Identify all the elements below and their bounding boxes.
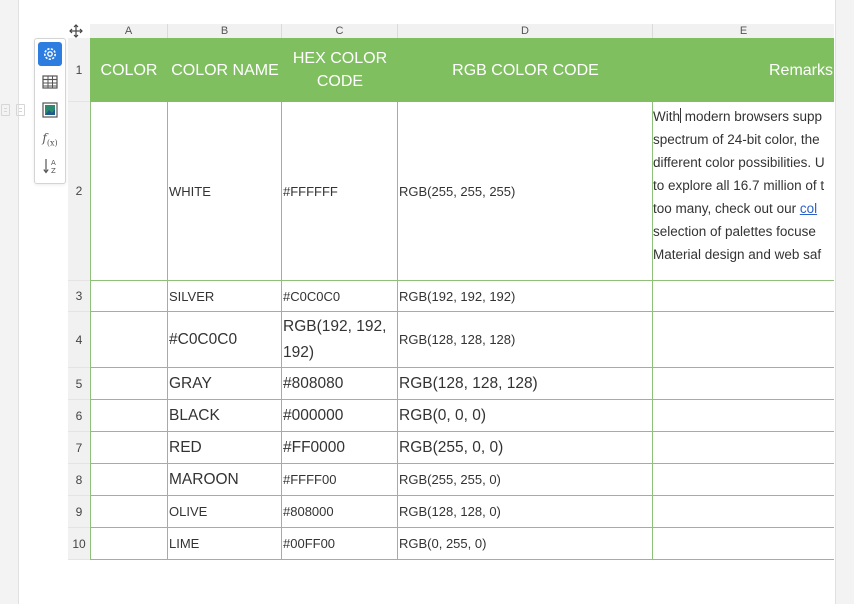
cell-text-line: 192): [283, 343, 315, 361]
cell-color-name[interactable]: SILVER: [169, 288, 215, 304]
grid-line: [90, 102, 91, 560]
image-icon: [42, 102, 58, 118]
scrollbar-track[interactable]: [836, 0, 854, 604]
cell-hex-code[interactable]: #FFFF00: [283, 472, 337, 487]
cell-hex-code[interactable]: #000000: [283, 406, 344, 424]
cell-rgb-code[interactable]: RGB(128, 128, 0): [399, 504, 501, 519]
sort-icon: [42, 157, 58, 175]
table-move-handle[interactable]: [68, 23, 84, 39]
row-header[interactable]: 2: [68, 102, 90, 281]
cell-rgb-code[interactable]: RGB(128, 128, 128): [399, 332, 516, 347]
remarks-line: spectrum of 24-bit color, the: [653, 132, 820, 147]
row-header[interactable]: 4: [68, 312, 90, 368]
move-icon: [69, 24, 83, 38]
cell-rgb-code[interactable]: RGB(192, 192, 192): [399, 288, 516, 304]
cell-hex-code[interactable]: #00FF00: [283, 536, 336, 551]
column-header-b[interactable]: B: [168, 24, 282, 38]
remarks-fragment: too many, check out our: [653, 201, 800, 216]
cell-remarks-text[interactable]: [653, 105, 834, 266]
grid-line: [90, 559, 834, 560]
row-header[interactable]: 7: [68, 432, 90, 464]
cell-color-name[interactable]: WHITE: [169, 183, 211, 199]
cell-hex-code[interactable]: #FF0000: [283, 438, 346, 456]
column-header-e[interactable]: E: [653, 24, 834, 38]
sort-button[interactable]: [38, 154, 62, 178]
cell-rgb-code[interactable]: RGB(255, 0, 0): [399, 438, 504, 456]
cell-rgb-code[interactable]: RGB(255, 255, 0): [399, 472, 501, 487]
cell-color-name[interactable]: MAROON: [169, 470, 239, 488]
cell-rgb-code[interactable]: RGB(0, 0, 0): [399, 406, 486, 424]
column-header-d[interactable]: D: [398, 24, 653, 38]
cell-color-name[interactable]: OLIVE: [169, 504, 208, 519]
cell-color-name[interactable]: BLACK: [169, 406, 220, 424]
remarks-line: [653, 197, 834, 220]
remarks-line: Material design and web saf: [653, 247, 822, 262]
formula-button[interactable]: [38, 127, 62, 151]
column-header-c[interactable]: C: [282, 24, 398, 38]
remarks-fragment: With: [653, 109, 680, 124]
cell-text-line: RGB(192, 192,: [283, 317, 387, 335]
row-header[interactable]: 1: [68, 38, 90, 102]
column-header-a[interactable]: A: [90, 24, 168, 38]
row-header[interactable]: 9: [68, 496, 90, 528]
row-header[interactable]: 5: [68, 368, 90, 400]
faint-doc-icon: [1, 104, 10, 116]
table-icon: [42, 75, 58, 89]
remarks-line: selection of palettes focuse: [653, 224, 816, 239]
row-header[interactable]: 3: [68, 281, 90, 312]
header-hex-line: CODE: [316, 73, 364, 90]
row-header[interactable]: 10: [68, 528, 90, 560]
header-cell-color-name[interactable]: COLOR NAME: [171, 61, 279, 79]
faint-doc-icon: [16, 104, 25, 116]
row-header[interactable]: 6: [68, 400, 90, 432]
function-icon: $f_{(x)}$: [42, 130, 58, 148]
table-settings-button[interactable]: [38, 42, 62, 66]
cell-rgb-code[interactable]: RGB(128, 128, 128): [399, 374, 538, 392]
remarks-line: [653, 105, 834, 128]
table-toolbar: [34, 38, 66, 184]
remarks-fragment: modern browsers supp: [681, 109, 823, 124]
remarks-line: to explore all 16.7 million of t: [653, 178, 825, 193]
cell-rgb-code[interactable]: RGB(0, 255, 0): [399, 536, 487, 551]
color-palettes-link[interactable]: col: [799, 201, 818, 216]
header-cell-hex-code[interactable]: [282, 38, 398, 102]
header-cell-remarks[interactable]: Remarks: [768, 61, 833, 79]
remarks-line: different color possibilities. U: [653, 155, 825, 170]
row-header[interactable]: 8: [68, 464, 90, 496]
svg-text:A: A: [51, 159, 56, 167]
header-cell-color[interactable]: COLOR: [100, 61, 158, 79]
gear-icon: [42, 46, 58, 62]
cell-rgb-code[interactable]: RGB(255, 255, 255): [399, 183, 516, 199]
svg-text:Z: Z: [51, 167, 56, 175]
cell-background-button[interactable]: [38, 98, 62, 122]
cell-color-name[interactable]: LIME: [169, 536, 200, 551]
header-hex-line: HEX COLOR: [292, 50, 388, 67]
cell-hex-code[interactable]: #C0C0C0: [283, 288, 341, 304]
cell-hex-code[interactable]: [282, 312, 397, 367]
cell-hex-code[interactable]: #808000: [283, 504, 334, 519]
header-cell-rgb-code[interactable]: RGB COLOR CODE: [452, 61, 599, 79]
color-table: [90, 38, 834, 560]
cell-hex-code[interactable]: #FFFFFF: [283, 183, 338, 199]
cell-color-name[interactable]: GRAY: [169, 374, 212, 392]
cell-color-name[interactable]: #C0C0C0: [169, 330, 238, 348]
cell-color-name[interactable]: RED: [169, 438, 202, 456]
table-properties-button[interactable]: [38, 70, 62, 94]
cell-hex-code[interactable]: #808080: [283, 374, 344, 392]
